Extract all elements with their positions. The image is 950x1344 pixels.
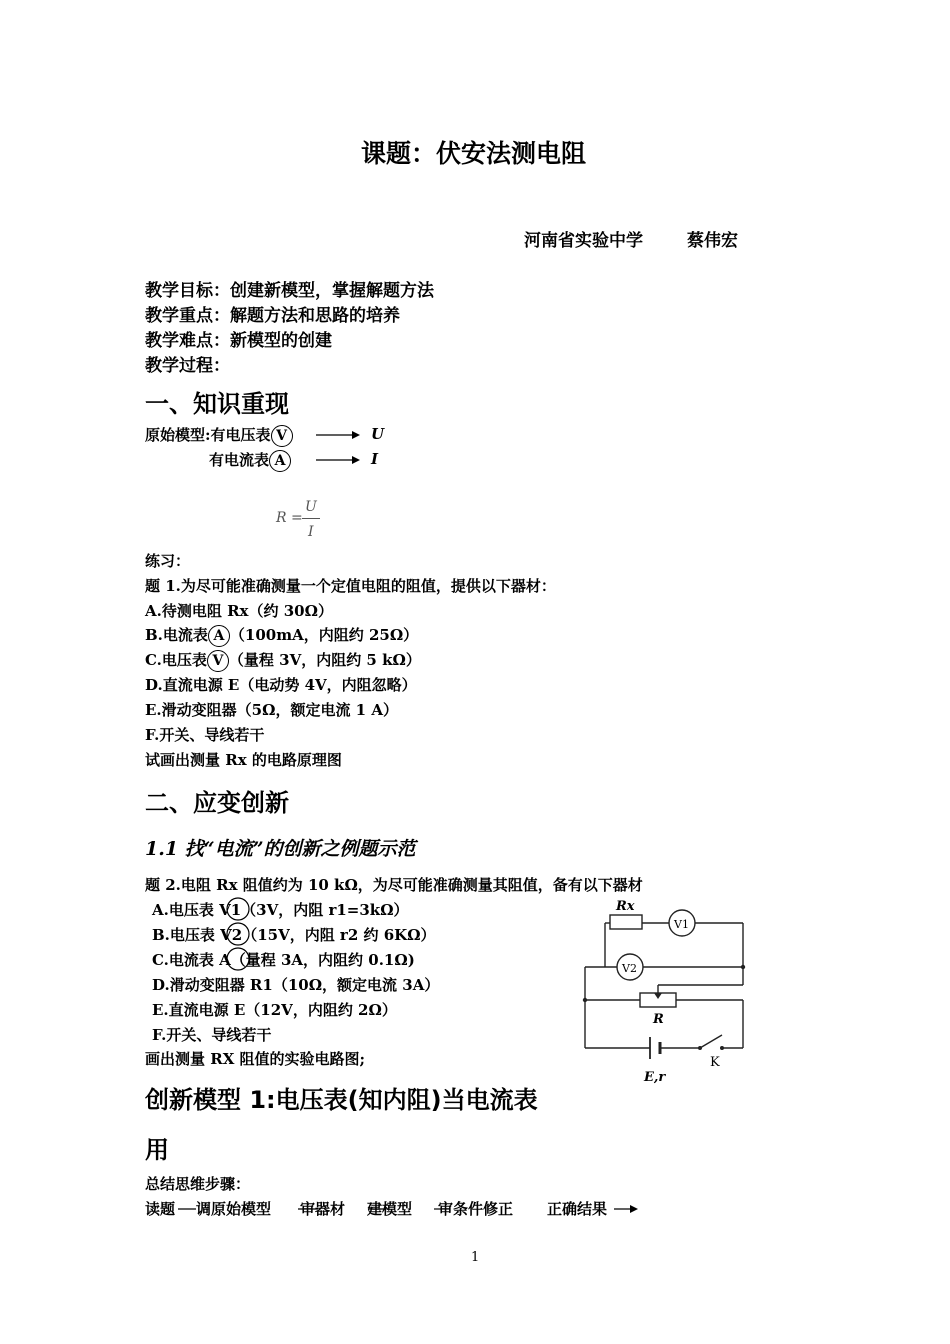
circuit-label-rx: Rx bbox=[616, 899, 635, 914]
model-line2-prefix: 有电流表 bbox=[209, 451, 270, 469]
q1-b-prefix: B.电流表 bbox=[145, 626, 208, 644]
q1-option-f: F.开关、导线若干 bbox=[145, 726, 265, 744]
author-name: 蔡伟宏 bbox=[687, 231, 738, 251]
q2-option-a: A.电压表 V1（3V，内阻 r1=3kΩ） bbox=[152, 901, 409, 919]
teaching-difficulty: 教学难点：新模型的创建 bbox=[145, 331, 332, 351]
model-line-voltage bbox=[145, 424, 293, 447]
circuit-label-v1: V1 bbox=[674, 918, 689, 931]
formula-denominator: I bbox=[308, 524, 314, 540]
model-line-current bbox=[209, 449, 291, 472]
circuit-label-v2: V2 bbox=[622, 962, 637, 975]
summary-arrows bbox=[178, 1200, 648, 1220]
circuit-label-er: E,r bbox=[644, 1070, 666, 1085]
formula-numerator: U bbox=[305, 499, 317, 515]
page-title: 课题：伏安法测电阻 bbox=[361, 139, 587, 168]
q1-option-a: A.待测电阻 Rx（约 30Ω） bbox=[145, 602, 333, 620]
summary-step-1: 读题 bbox=[145, 1200, 176, 1218]
ammeter-symbol-icon: A bbox=[269, 450, 291, 472]
formula-bar bbox=[302, 518, 320, 519]
summary-step-3: 审器材 bbox=[300, 1200, 346, 1218]
summary-step-5: 审条件修正 bbox=[438, 1200, 514, 1218]
author-school: 河南省实验中学 bbox=[524, 231, 643, 251]
voltmeter-symbol-icon: V bbox=[271, 425, 293, 447]
q2-stem: 题 2.电阻 Rx 阻值约为 10 kΩ，为尽可能准确测量其阻值，备有以下器材 bbox=[145, 876, 643, 894]
q2-meter-circles bbox=[224, 897, 254, 977]
summary-step-6: 正确结果 bbox=[547, 1200, 608, 1218]
teaching-goal: 教学目标：创建新模型，掌握解题方法 bbox=[145, 281, 434, 301]
q1-option-d: D.直流电源 E（电动势 4V，内阻忽略） bbox=[145, 676, 417, 694]
arrow-icon bbox=[630, 1205, 638, 1213]
q2-option-f: F.开关、导线若干 bbox=[152, 1026, 272, 1044]
subsection-heading-1-1: 1.1 找“电流”的创新之例题示范 bbox=[145, 838, 416, 860]
practice-label: 练习： bbox=[145, 552, 191, 570]
circuit-label-r: R bbox=[653, 1012, 664, 1027]
model-heading-line2: 用 bbox=[145, 1136, 169, 1164]
q1-task: 试画出测量 Rx 的电路原理图 bbox=[145, 751, 342, 769]
circuit-diagram bbox=[570, 895, 770, 1090]
q1-option-c bbox=[145, 649, 421, 672]
q1-c-suffix: （量程 3V，内阻约 5 kΩ） bbox=[228, 651, 421, 669]
summary-step-2: 调原始模型 bbox=[196, 1200, 272, 1218]
q2-option-c: C.电流表 A（量程 3A，内阻约 0.1Ω) bbox=[152, 951, 415, 969]
q1-stem: 题 1.为尽可能准确测量一个定值电阻的阻值，提供以下器材： bbox=[145, 577, 556, 595]
summary-step-4: 建模型 bbox=[367, 1200, 413, 1218]
arrow-icon bbox=[314, 428, 362, 442]
circuit-label-k: K bbox=[710, 1055, 720, 1070]
summary-label: 总结思维步骤： bbox=[145, 1175, 251, 1193]
q1-c-prefix: C.电压表 bbox=[145, 651, 207, 669]
formula-lhs: R = bbox=[276, 510, 303, 526]
model-result-u: U bbox=[371, 425, 385, 443]
section-heading-1: 一、知识重现 bbox=[145, 390, 289, 418]
q1-option-b bbox=[145, 624, 418, 647]
q2-option-d: D.滑动变阻器 R1（10Ω，额定电流 3A） bbox=[152, 976, 440, 994]
teaching-process: 教学过程： bbox=[145, 356, 230, 376]
section-heading-2: 二、应变创新 bbox=[145, 789, 289, 817]
q1-option-e: E.滑动变阻器（5Ω，额定电流 1 A） bbox=[145, 701, 398, 719]
q1-b-suffix: （100mA，内阻约 25Ω） bbox=[229, 626, 419, 644]
model-result-i: I bbox=[371, 450, 379, 468]
page-number: 1 bbox=[471, 1250, 480, 1265]
model-line1-prefix: 原始模型:有电压表 bbox=[145, 426, 271, 444]
q2-option-e: E.直流电源 E（12V，内阻约 2Ω） bbox=[152, 1001, 397, 1019]
voltmeter-symbol-icon: V bbox=[207, 650, 229, 672]
teaching-focus: 教学重点：解题方法和思路的培养 bbox=[145, 306, 400, 326]
q2-task: 画出测量 RX 阻值的实验电路图; bbox=[145, 1050, 366, 1068]
ammeter-symbol-icon: A bbox=[208, 625, 230, 647]
model-heading-line1: 创新模型 1:电压表(知内阻)当电流表 bbox=[145, 1086, 538, 1114]
q2-option-b: B.电压表 V2（15V，内阻 r2 约 6KΩ） bbox=[152, 926, 436, 944]
arrow-icon bbox=[314, 453, 362, 467]
